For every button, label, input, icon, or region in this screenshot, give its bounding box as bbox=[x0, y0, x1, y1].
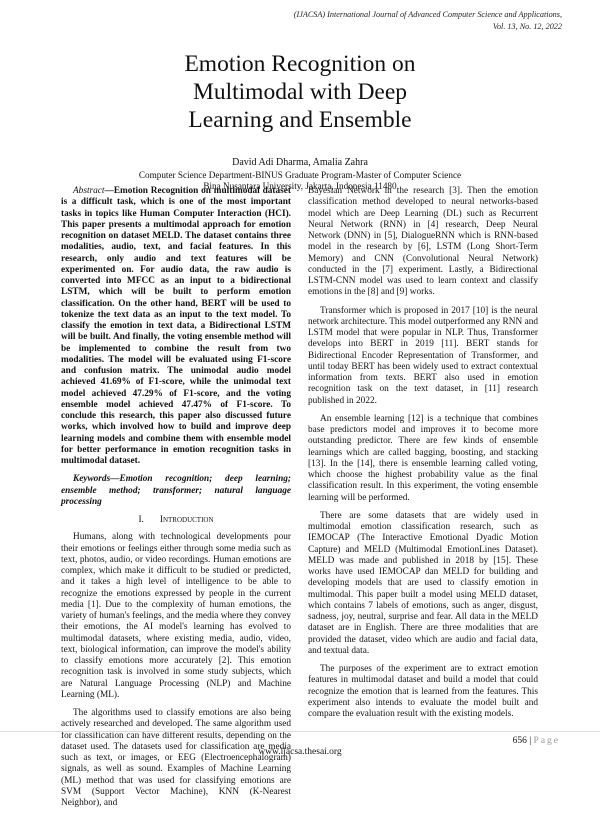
page-label: Page bbox=[533, 736, 560, 746]
right-column bbox=[308, 186, 538, 727]
journal-volume: Vol. 13, No. 12, 2022 bbox=[492, 22, 562, 31]
page-number bbox=[513, 736, 560, 746]
journal-name: (IJACSA) International Journal of Advanced Computer Science and Applications, bbox=[293, 10, 562, 19]
paragraph: The algorithms used to classify emotions are also being actively researched and developed. The same algorithm used for classification can have different results, depending on the dataset used. The datasets used for classification are media such as text, or images, or EEG (Electroencephalogram) signals, as well as sound. Examples of Machine Learning (ML) method that was used for classifying emotions are SVM (Support Vector Machine), KNN (K-Nearest Neighbor), and bbox=[61, 708, 291, 808]
abstract-label: Abstract bbox=[73, 186, 105, 196]
paragraph: There are some datasets that are widely used in multimodal emotion classification research, such as IEMOCAP (The Interactive Emotional Dyadic Motion Capture) and MELD (Multimodal EmotionLines Dataset). MELD was made and published in 2018 by [15]. These works have used IEMOCAP dan MELD for building and developing models that are used to classify emotion in multimodal. This paper built a model using MELD dataset, which contains 7 labels of emotions, such as anger, disgust, sadness, joy, neutral, surprise and fear. All data in the MELD dataset are in English. There are three modalities that are provided the dataset, video which are audio and facial data, and textual data. bbox=[308, 510, 538, 656]
paper-title: Emotion Recognition on Multimodal with Deep Learning and Ensemble bbox=[184, 51, 416, 133]
footer-url[interactable]: www.ijacsa.thesai.org bbox=[258, 747, 342, 757]
footer-divider bbox=[0, 731, 600, 732]
section-title: Introduction bbox=[159, 515, 214, 525]
section-number: I. bbox=[138, 515, 144, 525]
page-separator: | bbox=[529, 736, 532, 746]
paragraph: Humans, along with technological developments pour their emotions or feelings either through some media such as text, photos, audio, or video recordings. Human emotions are complex, which make it difficult to be studied or predicted, and it takes a high level of intelligence to be able to recognize the emotions expressed by people in the current media [1]. Due to the complexity of human emotions, the variety of human's feelings, and the media where they convey their emotions, the AI model's learning has evolved to multimodal datasets, where existing media, audio, video, text, biological information, can improve the model's ability to classify emotions more accurately [2]. This emotion recognition task is involved in some study subjects, which are Natural Language Processing (NLP) and Machine Learning (ML). bbox=[61, 532, 291, 700]
authors: David Adi Dharma, Amalia Zahra bbox=[232, 157, 368, 168]
paragraph: The purposes of the experiment are to extract emotion features in multimodal dataset and build a model that could recognize the emotion that is learned from the features. This experiment also intends to evaluate the model built and compare the evaluation result with the existing models. bbox=[308, 664, 538, 719]
keywords-text: —Emotion recognition; deep learning; ensemble method; transformer; natural language processing bbox=[61, 474, 291, 507]
paragraph: Bayesian Network in the research [3]. Then the emotion classification method developed to neural networks-based model which are Deep Learning (DL) such as Recurrent Neural Network (RNN) in [4] research, Deep Neural Network (DNN) in [5], DialogueRNN which is RNN-based model in the research by [6], LSTM (Long Short-Term Memory) and CNN (Convolutional Neural Network) conducted in the [7] experiment. Lastly, a Bidirectional LSTM-CNN model was used to learn context and classify emotions in the [8] and [9] works. bbox=[308, 186, 538, 298]
keywords-label: Keywords bbox=[73, 474, 111, 485]
paragraph: An ensemble learning [12] is a technique that combines base predictors model and improves it to become more outstanding predictor. There are few kinds of ensemble learnings which are called bagging, boosting, and stacking [13]. In the [14], there is ensemble learning called voting, which choose the highest probability value as the final classification result. In this experiment, the voting ensemble learning will be performed. bbox=[308, 413, 538, 503]
affiliation-line-1: Computer Science Department-BINUS Graduate Program-Master of Computer Science bbox=[138, 170, 462, 180]
left-column bbox=[61, 186, 291, 816]
keywords bbox=[61, 474, 291, 508]
affiliation-line-2: Bina Nusantara University, Jakarta, Indonesia 11480 bbox=[203, 181, 397, 191]
page-number-value: 656 bbox=[512, 736, 527, 746]
abstract-text: —Emotion Recognition on multimodal dataset is a difficult task, which is one of the most important tasks in topics like Human Computer Interaction (HCI). This paper presents a multimodal approach for emotion recognition on dataset MELD. The dataset contains three modalities, audio, text, and facial features. In this research, only audio and text features will be experimented on. For audio data, the raw audio is converted into MFCC as an input to a bidirectional LSTM, which will be built to perform emotion classification. On the other hand, BERT will be used to tokenize the text data as an input to the text model. To classify the emotion in text data, a Bidirectional LSTM will be built. And finally, the voting ensemble method will be implemented to combine the result from two modalities. The model will be evaluated using F1-score and confusion matrix. The unimodal audio model achieved 41.69% of F1-score, while the unimodal text model achieved 47.29% of F1-score, and the voting ensemble model achieved 47.47% of F1-score. To conclude this research, this paper also discussed future works, which involved how to build and improve deep learning models and combine them with ensemble model for better performance in emotion recognition tasks in multimodal dataset. bbox=[61, 186, 291, 466]
section-heading bbox=[61, 515, 291, 526]
running-header bbox=[294, 9, 562, 33]
paragraph: Transformer which is proposed in 2017 [10] is the neural network architecture. This model outperformed any RNN and LSTM model that were popular in NLP. Thus, Transformer develops into BERT in 2019 [11]. BERT stands for Bidirectional Encoder Representation of Transformer, and until today BERT has been widely used to extract contextual information from texts. BERT also used in emotion recognition task on the text dataset, in [11] research published in 2022. bbox=[308, 305, 538, 406]
abstract bbox=[61, 186, 291, 467]
